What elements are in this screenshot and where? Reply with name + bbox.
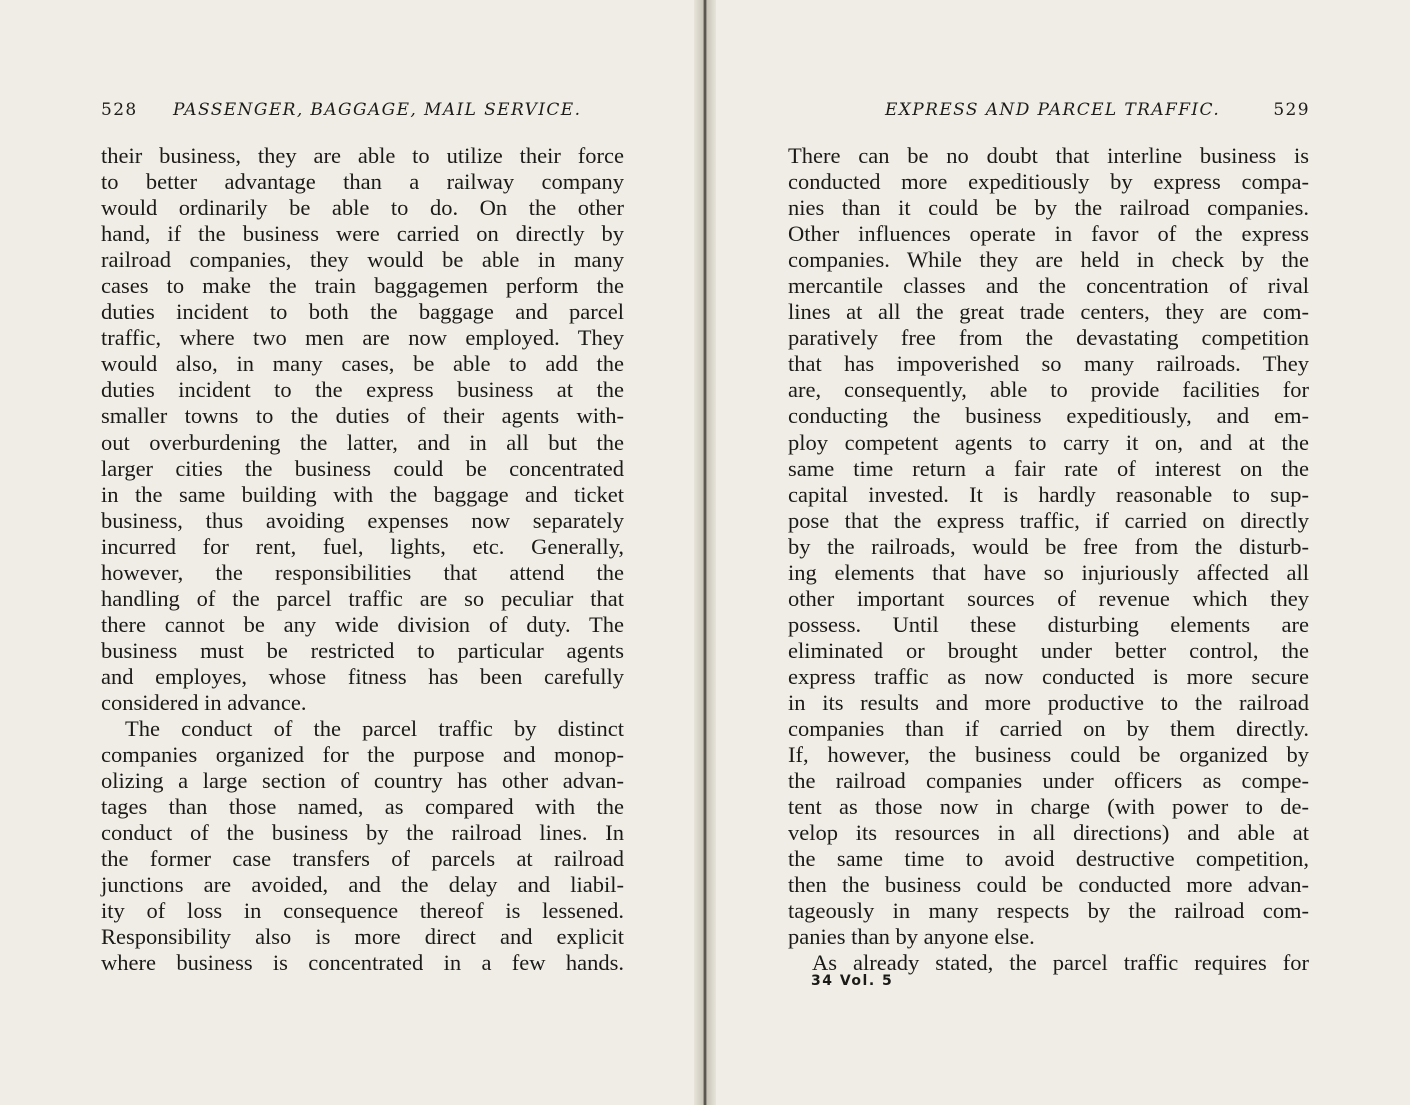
book-gutter — [694, 0, 716, 1105]
text-line: pose that the express traffic, if carried on directly — [788, 507, 1309, 533]
text-line: olizing a large section of country has other advan- — [101, 768, 624, 794]
left-text-column — [101, 143, 624, 977]
text-line: There can be no doubt that interline business is — [788, 143, 1309, 168]
text-line: The conduct of the parcel traffic by distinct — [125, 716, 624, 742]
text-line: companies organized for the purpose and monop- — [101, 742, 624, 768]
text-line: then the business could be conducted more advan- — [788, 872, 1309, 898]
text-line: Responsibility also is more direct and explicit — [101, 924, 624, 950]
text-line: business, thus avoiding expenses now separately — [101, 507, 624, 533]
text-line: smaller towns to the duties of their agents with- — [101, 403, 624, 429]
text-line: to better advantage than a railway company — [101, 169, 624, 195]
text-line: capital invested. It is hardly reasonable to sup- — [788, 481, 1309, 507]
text-line: panies than by anyone else. — [788, 924, 1035, 950]
text-line: traffic, where two men are now employed. They — [101, 325, 624, 351]
text-line: tageously in many respects by the railroad com- — [788, 898, 1309, 924]
text-line: eliminated or brought under better control, the — [788, 637, 1309, 663]
text-line: ity of loss in consequence thereof is lessened. — [101, 898, 624, 924]
left-page-number: 528 — [101, 100, 138, 120]
text-line: considered in advance. — [101, 689, 307, 715]
text-line: express traffic as now conducted is more secure — [788, 663, 1309, 689]
text-line: the same time to avoid destructive competition, — [788, 846, 1309, 872]
text-line: As already stated, the parcel traffic requires for — [812, 950, 1309, 976]
text-line: velop its resources in all directions) and able at — [788, 820, 1309, 846]
text-line: duties incident to both the baggage and parcel — [101, 299, 624, 325]
text-line: same time return a fair rate of interest on the — [788, 455, 1309, 481]
text-line: their business, they are able to utilize their force — [101, 143, 624, 168]
text-line: would ordinarily be able to do. On the other — [101, 195, 624, 221]
text-line: tent as those now in charge (with power to de- — [788, 794, 1309, 820]
text-line: hand, if the business were carried on directly by — [101, 221, 624, 247]
text-line: are, consequently, able to provide facilities for — [788, 377, 1309, 403]
text-line: conduct of the business by the railroad lines. In — [101, 820, 624, 846]
text-line: would also, in many cases, be able to add the — [101, 351, 624, 377]
text-line: conducting the business expeditiously, and em- — [788, 403, 1309, 429]
right-text-column — [788, 143, 1309, 977]
text-line: junctions are avoided, and the delay and liabil- — [101, 872, 624, 898]
text-line: companies than if carried on by them directly. — [788, 716, 1309, 742]
right-page-number: 529 — [1273, 100, 1310, 120]
left-running-head: PASSENGER, BAGGAGE, MAIL SERVICE. — [173, 100, 582, 120]
text-line: mercantile classes and the concentration of rival — [788, 273, 1309, 299]
right-running-head: EXPRESS AND PARCEL TRAFFIC. — [885, 100, 1221, 120]
text-line: incurred for rent, fuel, lights, etc. Generally, — [101, 533, 624, 559]
signature-mark: 34 Vol. 5 — [811, 973, 894, 989]
text-line: ploy competent agents to carry it on, and at the — [788, 429, 1309, 455]
text-line: possess. Until these disturbing elements are — [788, 611, 1309, 637]
text-line: lines at all the great trade centers, they are com- — [788, 299, 1309, 325]
text-line: tages than those named, as compared with the — [101, 794, 624, 820]
text-line: the railroad companies under officers as compe- — [788, 768, 1309, 794]
text-line: however, the responsibilities that attend the — [101, 559, 624, 585]
text-line: in the same building with the baggage and ticket — [101, 481, 624, 507]
text-line: in its results and more productive to the railroad — [788, 689, 1309, 715]
text-line: larger cities the business could be concentrated — [101, 455, 624, 481]
text-line: business must be restricted to particular agents — [101, 637, 624, 663]
text-line: duties incident to the express business at the — [101, 377, 624, 403]
text-line: other important sources of revenue which they — [788, 585, 1309, 611]
text-line: companies. While they are held in check by the — [788, 247, 1309, 273]
text-line: that has impoverished so many railroads. They — [788, 351, 1309, 377]
text-line: by the railroads, would be free from the disturb- — [788, 533, 1309, 559]
text-line: nies than it could be by the railroad companies. — [788, 195, 1309, 221]
text-line: railroad companies, they would be able in many — [101, 247, 624, 273]
text-line: and employes, whose fitness has been carefully — [101, 663, 624, 689]
text-line: If, however, the business could be organized by — [788, 742, 1309, 768]
text-line: where business is concentrated in a few hands. — [101, 950, 624, 976]
text-line: the former case transfers of parcels at railroad — [101, 846, 624, 872]
text-line: conducted more expeditiously by express compa- — [788, 169, 1309, 195]
text-line: cases to make the train baggagemen perform the — [101, 273, 624, 299]
text-line: there cannot be any wide division of duty. The — [101, 611, 624, 637]
text-line: out overburdening the latter, and in all but the — [101, 429, 624, 455]
text-line: ing elements that have so injuriously affected all — [788, 559, 1309, 585]
right-running-header — [885, 100, 1310, 124]
text-line: Other influences operate in favor of the express — [788, 221, 1309, 247]
text-line: paratively free from the devastating competition — [788, 325, 1309, 351]
text-line: handling of the parcel traffic are so peculiar that — [101, 585, 624, 611]
left-running-header — [101, 100, 582, 124]
